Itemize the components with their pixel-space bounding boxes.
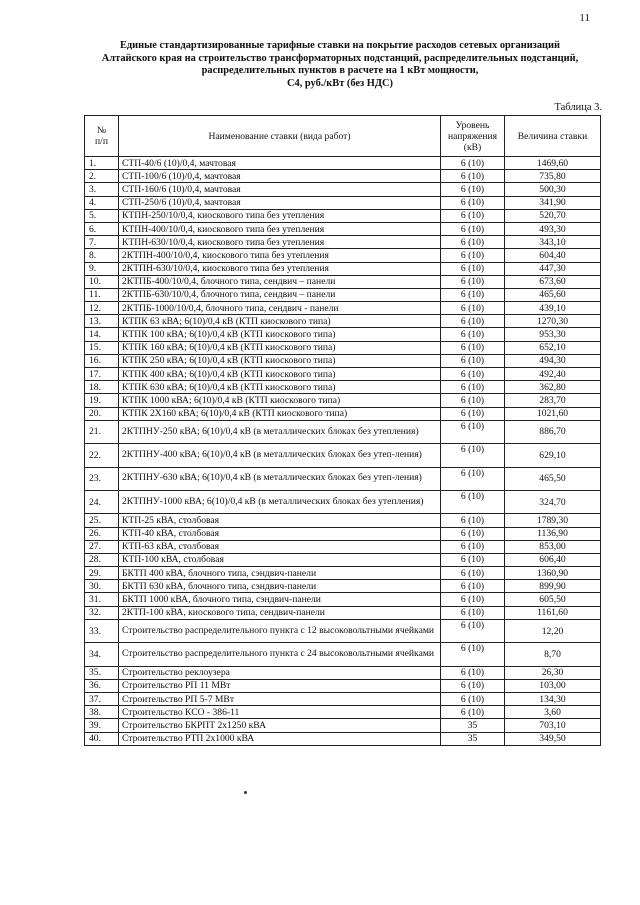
table-row <box>85 262 601 275</box>
row-price: 1789,30 <box>505 514 601 527</box>
header-voltage <box>441 116 505 157</box>
row-name: Строительство реклоузера <box>119 666 441 679</box>
row-voltage: 6 (10) <box>441 249 505 262</box>
row-name: Строительство РП 5-7 МВт <box>119 692 441 705</box>
row-name: Строительство распределительного пункта с 24 высоковольтными ячейками <box>119 643 441 666</box>
row-number: 15. <box>85 341 119 354</box>
table-row <box>85 619 601 642</box>
table-row <box>85 368 601 381</box>
table-row <box>85 302 601 315</box>
row-voltage: 6 (10) <box>441 666 505 679</box>
table-row <box>85 490 601 513</box>
row-number: 37. <box>85 692 119 705</box>
row-voltage: 6 (10) <box>441 540 505 553</box>
row-voltage: 6 (10) <box>441 157 505 170</box>
row-voltage: 6 (10) <box>441 341 505 354</box>
row-voltage: 6 (10) <box>441 490 505 513</box>
row-price: 493,30 <box>505 222 601 235</box>
table-header-row <box>85 116 601 157</box>
row-name: СТП-250/6 (10)/0,4, мачтовая <box>119 196 441 209</box>
row-number: 39. <box>85 719 119 732</box>
row-price: 103,00 <box>505 679 601 692</box>
row-voltage: 6 (10) <box>441 209 505 222</box>
row-price: 3,60 <box>505 706 601 719</box>
row-voltage: 6 (10) <box>441 368 505 381</box>
row-name: 2КТПНУ-1000 кВА; 6(10)/0,4 кВ (в металлических блоках без утепления) <box>119 490 441 513</box>
table-row <box>85 606 601 619</box>
row-name: КТПК 160 кВА; 6(10)/0,4 кВ (КТП киоскового типа) <box>119 341 441 354</box>
row-number: 38. <box>85 706 119 719</box>
row-name: КТПН-630/10/0,4, киоскового типа без утепления <box>119 236 441 249</box>
header-voltage-line: Уровень <box>455 119 490 131</box>
row-name: Строительство РП 11 МВт <box>119 679 441 692</box>
row-price: 853,00 <box>505 540 601 553</box>
row-number: 30. <box>85 580 119 593</box>
row-voltage: 6 (10) <box>441 679 505 692</box>
row-voltage: 6 (10) <box>441 606 505 619</box>
table-label: Таблица 3. <box>554 102 602 113</box>
row-price: 465,50 <box>505 467 601 490</box>
row-number: 2. <box>85 170 119 183</box>
row-price: 439,10 <box>505 302 601 315</box>
row-number: 9. <box>85 262 119 275</box>
row-price: 500,30 <box>505 183 601 196</box>
row-number: 25. <box>85 514 119 527</box>
header-num-line: № <box>96 125 107 136</box>
row-name: КТП-25 кВА, столбовая <box>119 514 441 527</box>
title-line: Алтайского края на строительство трансформаторных подстанций, распределительных подстанций, <box>101 52 579 64</box>
row-name: 2КТПНУ-400 кВА; 6(10)/0,4 кВ (в металлических блоках без утеп-ления) <box>119 444 441 467</box>
row-voltage: 6 (10) <box>441 262 505 275</box>
row-number: 10. <box>85 275 119 288</box>
header-num-line: п/п <box>95 136 108 147</box>
row-name: СТП-40/6 (10)/0,4, мачтовая <box>119 157 441 170</box>
row-number: 6. <box>85 222 119 235</box>
row-number: 5. <box>85 209 119 222</box>
row-price: 1360,90 <box>505 567 601 580</box>
row-voltage: 6 (10) <box>441 553 505 566</box>
row-price: 26,30 <box>505 666 601 679</box>
table-row <box>85 553 601 566</box>
table-row <box>85 732 601 745</box>
row-price: 735,80 <box>505 170 601 183</box>
row-number: 13. <box>85 315 119 328</box>
row-price: 343,10 <box>505 236 601 249</box>
header-voltage-line: (кВ) <box>463 141 482 153</box>
row-voltage: 35 <box>441 719 505 732</box>
document-title <box>70 40 610 90</box>
row-voltage: 6 (10) <box>441 619 505 642</box>
row-name: БКТП 630 кВА, блочного типа, сэндвич-панели <box>119 580 441 593</box>
row-name: Строительство КСО - 386-11 <box>119 706 441 719</box>
row-voltage: 6 (10) <box>441 467 505 490</box>
table-row <box>85 381 601 394</box>
table-row <box>85 514 601 527</box>
row-name: 2КТПБ-1000/10/0,4, блочного типа, сендвич - панели <box>119 302 441 315</box>
row-name: 2КТПН-630/10/0,4, киоскового типа без утепления <box>119 262 441 275</box>
row-voltage: 6 (10) <box>441 302 505 315</box>
row-voltage: 6 (10) <box>441 643 505 666</box>
row-voltage: 6 (10) <box>441 354 505 367</box>
row-name: КТП-63 кВА, столбовая <box>119 540 441 553</box>
row-price: 953,30 <box>505 328 601 341</box>
row-price: 447,30 <box>505 262 601 275</box>
row-name: БКТП 400 кВА, блочного типа, сэндвич-панели <box>119 567 441 580</box>
row-voltage: 6 (10) <box>441 593 505 606</box>
title-line: С4, руб./кВт (без НДС) <box>287 77 393 89</box>
row-price: 629,10 <box>505 444 601 467</box>
row-voltage: 6 (10) <box>441 444 505 467</box>
row-number: 7. <box>85 236 119 249</box>
row-number: 1. <box>85 157 119 170</box>
title-line: распределительных пунктов в расчете на 1 кВт мощности, <box>201 65 479 76</box>
row-number: 18. <box>85 381 119 394</box>
row-number: 16. <box>85 354 119 367</box>
table-row <box>85 249 601 262</box>
row-price: 465,60 <box>505 288 601 301</box>
row-name: КТП-40 кВА, столбовая <box>119 527 441 540</box>
row-number: 8. <box>85 249 119 262</box>
row-number: 29. <box>85 567 119 580</box>
row-number: 23. <box>85 467 119 490</box>
row-name: КТПК 400 кВА; 6(10)/0,4 кВ (КТП киоскового типа) <box>119 368 441 381</box>
row-number: 31. <box>85 593 119 606</box>
table-row <box>85 170 601 183</box>
row-number: 19. <box>85 394 119 407</box>
row-price: 1270,30 <box>505 315 601 328</box>
row-price: 652,10 <box>505 341 601 354</box>
row-price: 703,10 <box>505 719 601 732</box>
header-name: Наименование ставки (вида работ) <box>119 116 441 157</box>
row-voltage: 6 (10) <box>441 567 505 580</box>
scan-mark <box>244 791 247 794</box>
row-voltage: 6 (10) <box>441 706 505 719</box>
row-price: 349,50 <box>505 732 601 745</box>
table-row <box>85 444 601 467</box>
table-row <box>85 315 601 328</box>
row-price: 886,70 <box>505 420 601 443</box>
row-voltage: 6 (10) <box>441 170 505 183</box>
row-number: 33. <box>85 619 119 642</box>
row-name: 2КТПБ-400/10/0,4, блочного типа, сендвич – панели <box>119 275 441 288</box>
table-row <box>85 183 601 196</box>
row-number: 11. <box>85 288 119 301</box>
row-name: КТПН-250/10/0,4, киоскового типа без утепления <box>119 209 441 222</box>
row-name: Строительство РТП 2х1000 кВА <box>119 732 441 745</box>
row-number: 32. <box>85 606 119 619</box>
row-price: 12,20 <box>505 619 601 642</box>
row-name: КТПК 63 кВА; 6(10)/0,4 кВ (КТП киоскового типа) <box>119 315 441 328</box>
row-voltage: 6 (10) <box>441 236 505 249</box>
row-name: КТПН-400/10/0,4, киоскового типа без утепления <box>119 222 441 235</box>
table-row <box>85 679 601 692</box>
row-price: 520,70 <box>505 209 601 222</box>
row-number: 34. <box>85 643 119 666</box>
row-voltage: 6 (10) <box>441 196 505 209</box>
table-row <box>85 157 601 170</box>
row-voltage: 6 (10) <box>441 222 505 235</box>
row-number: 24. <box>85 490 119 513</box>
row-number: 28. <box>85 553 119 566</box>
table-row <box>85 580 601 593</box>
row-price: 324,70 <box>505 490 601 513</box>
row-name: СТП-160/6 (10)/0,4, мачтовая <box>119 183 441 196</box>
table-row <box>85 236 601 249</box>
row-voltage: 6 (10) <box>441 275 505 288</box>
table-row <box>85 407 601 420</box>
row-number: 21. <box>85 420 119 443</box>
row-number: 36. <box>85 679 119 692</box>
table-row <box>85 341 601 354</box>
row-price: 134,30 <box>505 692 601 705</box>
row-name: 2КТПНУ-250 кВА; 6(10)/0,4 кВ (в металлических блоках без утепления) <box>119 420 441 443</box>
row-name: 2КТПНУ-630 кВА; 6(10)/0,4 кВ (в металлических блоках без утеп-ления) <box>119 467 441 490</box>
row-price: 605,50 <box>505 593 601 606</box>
row-voltage: 6 (10) <box>441 394 505 407</box>
table-row <box>85 643 601 666</box>
row-number: 26. <box>85 527 119 540</box>
title-line: Единые стандартизированные тарифные ставки на покрытие расходов сетевых организаций <box>119 40 561 51</box>
row-voltage: 6 (10) <box>441 420 505 443</box>
row-number: 20. <box>85 407 119 420</box>
row-price: 673,60 <box>505 275 601 288</box>
row-number: 35. <box>85 666 119 679</box>
row-number: 17. <box>85 368 119 381</box>
row-voltage: 6 (10) <box>441 407 505 420</box>
row-price: 899,90 <box>505 580 601 593</box>
row-price: 1021,60 <box>505 407 601 420</box>
table-row <box>85 706 601 719</box>
row-voltage: 6 (10) <box>441 527 505 540</box>
row-name: КТП-100 кВА, столбовая <box>119 553 441 566</box>
row-name: Строительство БКРПТ 2х1250 кВА <box>119 719 441 732</box>
row-voltage: 6 (10) <box>441 514 505 527</box>
table-row <box>85 354 601 367</box>
row-voltage: 6 (10) <box>441 692 505 705</box>
row-name: КТПК 630 кВА; 6(10)/0,4 кВ (КТП киоскового типа) <box>119 381 441 394</box>
table-row <box>85 593 601 606</box>
table-row <box>85 394 601 407</box>
row-number: 12. <box>85 302 119 315</box>
row-name: КТПК 100 кВА; 6(10)/0,4 кВ (КТП киоскового типа) <box>119 328 441 341</box>
row-price: 492,40 <box>505 368 601 381</box>
row-name: 2КТПН-400/10/0,4, киоскового типа без утепления <box>119 249 441 262</box>
row-price: 362,80 <box>505 381 601 394</box>
row-name: СТП-100/6 (10)/0,4, мачтовая <box>119 170 441 183</box>
row-number: 4. <box>85 196 119 209</box>
table-row <box>85 540 601 553</box>
row-voltage: 6 (10) <box>441 580 505 593</box>
row-price: 606,40 <box>505 553 601 566</box>
row-number: 3. <box>85 183 119 196</box>
row-name: 2КТПБ-630/10/0,4, блочного типа, сендвич – панели <box>119 288 441 301</box>
row-number: 22. <box>85 444 119 467</box>
row-name: КТПК 2Х160 кВА; 6(10)/0,4 кВ (КТП киоскового типа) <box>119 407 441 420</box>
table-row <box>85 567 601 580</box>
rates-table <box>84 115 601 746</box>
header-num <box>85 116 119 157</box>
row-number: 14. <box>85 328 119 341</box>
row-price: 283,70 <box>505 394 601 407</box>
row-price: 604,40 <box>505 249 601 262</box>
table-row <box>85 222 601 235</box>
row-name: Строительство распределительного пункта с 12 высоковольтными ячейками <box>119 619 441 642</box>
table-body <box>85 157 601 746</box>
header-price: Величина ставки <box>505 116 601 157</box>
table-row <box>85 196 601 209</box>
table-row <box>85 692 601 705</box>
row-voltage: 6 (10) <box>441 381 505 394</box>
row-price: 494,30 <box>505 354 601 367</box>
row-voltage: 6 (10) <box>441 288 505 301</box>
table-row <box>85 288 601 301</box>
row-number: 40. <box>85 732 119 745</box>
table-row <box>85 328 601 341</box>
row-number: 27. <box>85 540 119 553</box>
row-name: 2КТП-100 кВА, киоскового типа, сендвич-панели <box>119 606 441 619</box>
table-row <box>85 467 601 490</box>
row-name: КТПК 1000 кВА; 6(10)/0,4 кВ (КТП киоскового типа) <box>119 394 441 407</box>
table-row <box>85 209 601 222</box>
row-voltage: 6 (10) <box>441 315 505 328</box>
table-row <box>85 275 601 288</box>
row-price: 1161,60 <box>505 606 601 619</box>
page-number: 11 <box>579 12 590 24</box>
table-row <box>85 420 601 443</box>
table-row <box>85 666 601 679</box>
row-name: КТПК 250 кВА; 6(10)/0,4 кВ (КТП киоскового типа) <box>119 354 441 367</box>
table-row <box>85 719 601 732</box>
row-price: 1136,90 <box>505 527 601 540</box>
row-voltage: 6 (10) <box>441 183 505 196</box>
row-price: 8,70 <box>505 643 601 666</box>
row-price: 341,90 <box>505 196 601 209</box>
row-price: 1469,60 <box>505 157 601 170</box>
row-voltage: 35 <box>441 732 505 745</box>
header-voltage-line: напряжения <box>447 130 498 142</box>
row-name: БКТП 1000 кВА, блочного типа, сэндвич-панели <box>119 593 441 606</box>
row-voltage: 6 (10) <box>441 328 505 341</box>
table-row <box>85 527 601 540</box>
